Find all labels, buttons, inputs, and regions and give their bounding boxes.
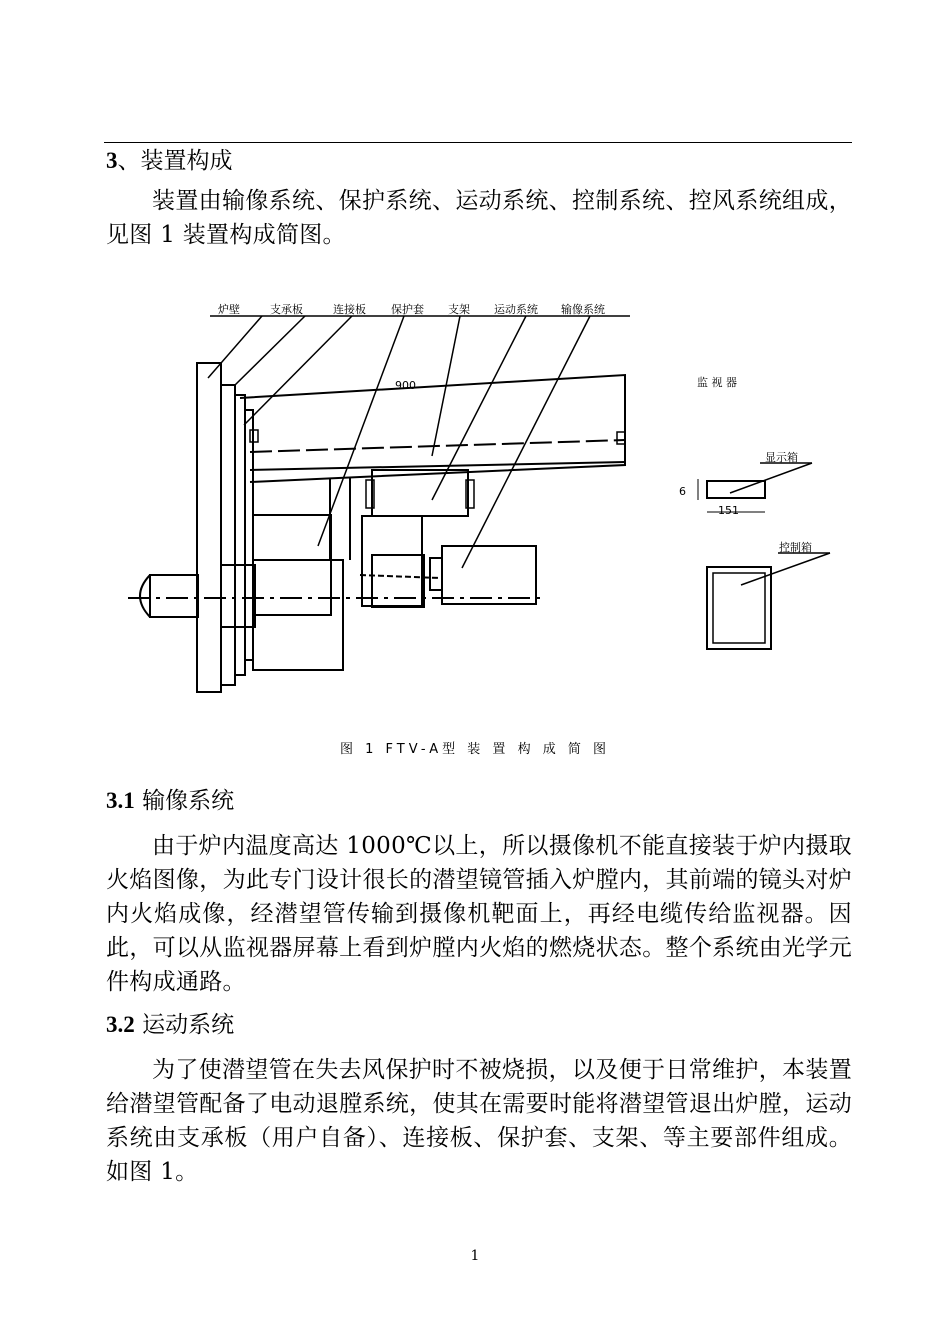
subsection-heading-3-2 xyxy=(106,1010,234,1040)
monitor-label: 监 视 器 xyxy=(697,376,737,389)
figure-diagram xyxy=(0,290,950,710)
control-box-label: 控制箱 xyxy=(779,541,812,554)
dimension-6: 6 xyxy=(679,485,686,498)
subsection-title: 运动系统 xyxy=(142,1012,235,1038)
label-protective-sleeve: 保护套 xyxy=(391,303,424,316)
section-number: 3 xyxy=(106,148,118,173)
subsection-number: 3.2 xyxy=(106,1012,135,1037)
label-bracket: 支架 xyxy=(448,303,470,316)
dimension-151: 151 xyxy=(718,504,739,517)
display-box-label: 显示箱 xyxy=(765,451,798,464)
page-number: 1 xyxy=(470,1248,480,1264)
label-furnace-wall: 炉壁 xyxy=(218,303,240,316)
label-motion-system: 运动系统 xyxy=(494,303,538,316)
label-support-plate: 支承板 xyxy=(270,303,303,316)
section-heading xyxy=(106,146,233,176)
section-title: 、装置构成 xyxy=(117,148,233,174)
subsection-heading-3-1 xyxy=(106,786,234,816)
subsection-number: 3.1 xyxy=(106,788,135,813)
intro-paragraph: 装置由输像系统、保护系统、运动系统、控制系统、控风系统组成，见图 1 装置构成简图。 xyxy=(106,188,852,248)
label-connection-plate: 连接板 xyxy=(333,303,366,316)
header-rule xyxy=(104,142,852,143)
paragraph-motion-system: 为了使潜望管在失去风保护时不被烧损，以及便于日常维护，本装置给潜望管配备了电动退膛系统，使其在需要时能将潜望管退出炉膛，运动系统由支承板（用户自备）、连接板、保护套、支架、等主要部件组成。如图 1。 xyxy=(106,1057,852,1185)
label-imaging-system: 输像系统 xyxy=(561,303,605,316)
figure-caption: 图 1 FTV-A型 装 置 构 成 简 图 xyxy=(340,742,610,757)
dimension-900: 900 xyxy=(395,379,416,392)
subsection-title: 输像系统 xyxy=(142,788,235,814)
paragraph-imaging-system: 由于炉内温度高达 1000℃以上，所以摄像机不能直接装于炉内摄取火焰图像，为此专门设计很长的潜望镜管插入炉膛内，其前端的镜头对炉内火焰成像，经潜望管传输到摄像机靶面上，再经电缆传给监视器。因此，可以从监视器屏幕上看到炉膛内火焰的燃烧状态。整个系统由光学元件构成通路。 xyxy=(106,833,852,995)
